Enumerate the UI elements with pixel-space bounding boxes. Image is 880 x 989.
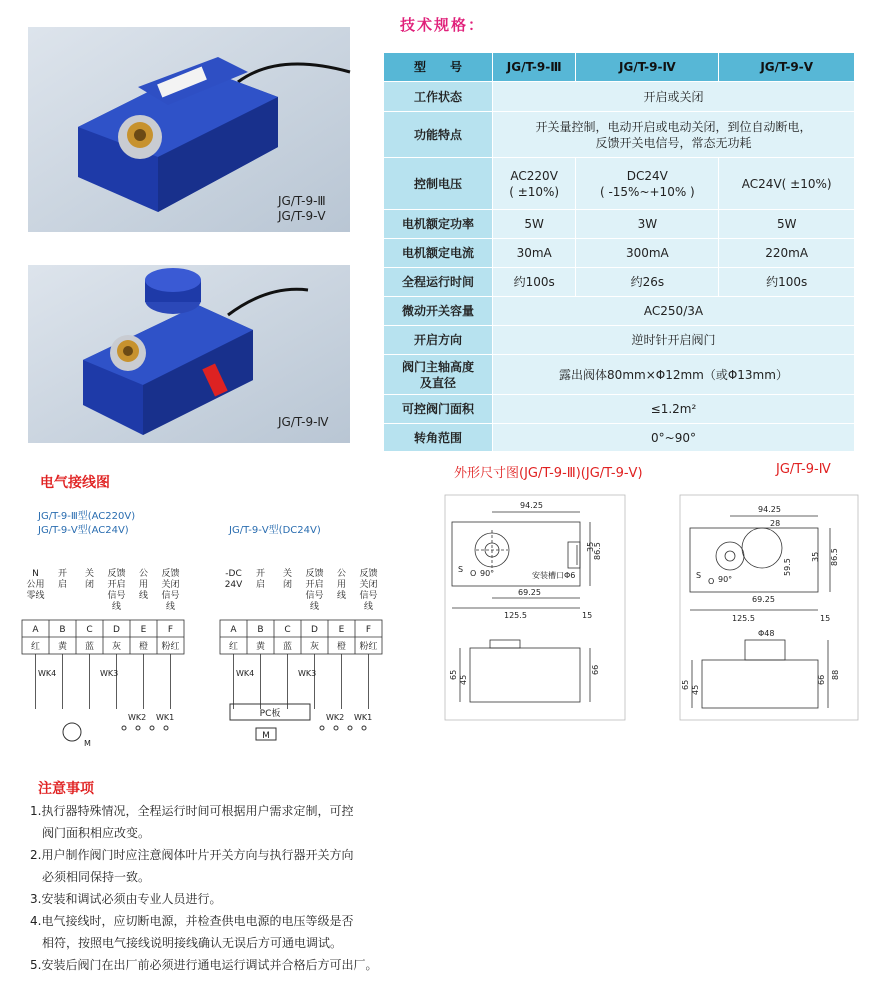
note-4-line-1: 4.电气接线时，应切断电源，并检查供电电源的电压等级是否	[30, 914, 354, 928]
dimL-w1: 94.25	[520, 501, 543, 510]
spec-header-col1: JG/T-9-Ⅲ	[493, 53, 576, 82]
row-value: 逆时针开启阀门	[493, 326, 855, 355]
spec-row-work-state	[384, 82, 855, 112]
wiring-title: 电气接线图	[40, 475, 110, 491]
row-label: 全程运行时间	[384, 268, 493, 297]
wiring-head-1: 开	[57, 569, 68, 579]
row-value: 露出阀体80mm×Φ12mm（或Φ13mm）	[493, 355, 855, 395]
terminal-color: 黄	[57, 642, 68, 652]
row-label	[384, 355, 493, 395]
row-value: 0°~90°	[493, 424, 855, 452]
wiring-head-2: 闭	[84, 580, 95, 590]
terminal-letter: D	[113, 625, 120, 635]
motor-label: M	[84, 739, 91, 748]
spec-header-col3: JG/T-9-Ⅴ	[719, 53, 855, 82]
terminal-color: 红	[30, 642, 41, 652]
spec-row-voltage	[384, 158, 855, 210]
dimL-h66: 66	[591, 664, 600, 675]
dims-title-right: JG/T-9-Ⅳ	[776, 462, 831, 477]
wiring-left-sub-1: JG/T-9-Ⅲ型(AC220V)	[38, 511, 136, 522]
wiring-head-4: 公	[336, 569, 347, 579]
dim-drawing-left	[445, 495, 625, 720]
wiring-head-0: N	[32, 569, 39, 579]
current-col3: 220mA	[719, 239, 855, 268]
power-col3: 5W	[719, 210, 855, 239]
terminal-letter: C	[284, 625, 291, 635]
note-5-line-1: 5.安装后阀门在出厂前必须进行通电运行调试并合格后方可出厂。	[30, 958, 378, 972]
dimL-h45: 45	[459, 674, 468, 685]
power-col1: 5W	[493, 210, 576, 239]
row-label: 控制电压	[384, 158, 493, 210]
spec-row-current	[384, 239, 855, 268]
wiring-left	[22, 567, 184, 748]
dimL-s: S	[458, 565, 464, 574]
notes-title: 注意事项	[38, 781, 94, 797]
wiring-head-3: 开启	[305, 580, 324, 590]
row-label: 功能特点	[384, 112, 493, 158]
runtime-col2: 约26s	[576, 268, 719, 297]
voltage-col2-b: ( -15%~+10% )	[599, 184, 695, 199]
note-2-line-2: 必须相同保持一致。	[42, 870, 151, 884]
wk3-label: WK3	[100, 669, 119, 678]
wiring-head-3: 信号	[107, 591, 126, 601]
terminal-letter: C	[86, 625, 93, 635]
note-4-line-2: 相符，按照电气接线说明接线确认无误后方可通电调试。	[42, 936, 343, 950]
spec-row-angle	[384, 424, 855, 452]
row-value: 开启或关闭	[493, 82, 855, 112]
wiring-head-0: 公用	[26, 580, 45, 590]
voltage-col1	[493, 158, 576, 210]
features-line-1: 开关量控制，电动开启或电动关闭，到位自动断电，	[535, 119, 812, 134]
spec-header-col2: JG/T-9-Ⅳ	[576, 53, 719, 82]
wiring-head-3: 线	[309, 602, 320, 612]
dimR-w2: 69.25	[752, 595, 775, 604]
wiring-diagrams	[20, 540, 400, 748]
dimR-h45: 45	[691, 684, 700, 695]
wk1-label: WK1	[354, 713, 373, 722]
dimL-mount: 安装槽口Φ6	[532, 571, 576, 580]
wiring-head-4: 公	[138, 569, 149, 579]
dimL-angle: 90°	[480, 569, 495, 578]
row-value: AC250/3A	[493, 297, 855, 326]
pc-board-label: PC板	[259, 709, 281, 719]
row-value: ≤1.2m²	[493, 395, 855, 424]
wiring-head-1: 启	[57, 580, 68, 590]
wk4-label: WK4	[38, 669, 57, 678]
dimR-w1: 94.25	[758, 505, 781, 514]
wiring-head-3: 线	[111, 602, 122, 612]
spec-header-row	[384, 53, 855, 82]
terminal-letter: B	[257, 625, 264, 635]
dimL-d15: 15	[582, 611, 593, 620]
wiring-head-5: 线	[363, 602, 374, 612]
dimR-h65: 65	[681, 679, 690, 690]
wiring-head-2: 关	[282, 569, 293, 579]
wiring-head-3: 开启	[107, 580, 126, 590]
terminal-color: 粉红	[161, 642, 180, 652]
row-label: 可控阀门面积	[384, 395, 493, 424]
spec-row-power	[384, 210, 855, 239]
shaft-label-1: 阀门主轴高度	[401, 359, 474, 374]
dimR-h88: 88	[831, 669, 840, 680]
dimR-s: S	[696, 571, 702, 580]
wk3-label: WK3	[298, 669, 317, 678]
wiring-head-1: 启	[255, 580, 266, 590]
terminal-color: 黄	[255, 642, 266, 652]
dimR-angle: 90°	[718, 575, 733, 584]
motor-symbol	[63, 723, 81, 741]
spec-row-features	[384, 112, 855, 158]
terminal-color: 灰	[309, 642, 320, 652]
wiring-head-4: 线	[138, 591, 149, 601]
current-col1: 30mA	[493, 239, 576, 268]
wiring-head-2: 闭	[282, 580, 293, 590]
wiring-head-5: 信号	[161, 591, 180, 601]
spec-row-shaft	[384, 355, 855, 395]
terminal-letter: F	[365, 625, 372, 635]
notes-list	[30, 800, 377, 976]
row-label: 工作状态	[384, 82, 493, 112]
features-line-2: 反馈开关电信号，常态无功耗	[595, 135, 752, 150]
spec-row-switch-capacity	[384, 297, 855, 326]
dimL-h65: 65	[449, 669, 458, 680]
dimL-h35: 35	[586, 541, 595, 552]
wiring-head-4: 用	[138, 580, 149, 590]
spec-header-model: 型 号	[384, 53, 493, 82]
terminal-letter: E	[338, 625, 345, 635]
wiring-head-3: 反馈	[107, 569, 126, 579]
wiring-right	[220, 567, 382, 741]
terminal-letter: A	[32, 625, 39, 635]
wiring-head-5: 线	[165, 602, 176, 612]
row-label: 电机额定电流	[384, 239, 493, 268]
wiring-head-0: 24V	[224, 580, 243, 590]
spec-title: 技术规格：	[400, 16, 486, 34]
wiring-head-5: 关闭	[161, 580, 180, 590]
row-label: 开启方向	[384, 326, 493, 355]
row-label: 转角范围	[384, 424, 493, 452]
terminal-color: 橙	[336, 642, 347, 652]
terminal-letter: E	[140, 625, 147, 635]
wiring-head-5: 反馈	[359, 569, 378, 579]
note-1-line-1: 1.执行器特殊情况，全程运行时间可根据用户需求定制，可控	[30, 804, 354, 818]
dimR-h35: 35	[811, 551, 820, 562]
spec-row-valve-area	[384, 395, 855, 424]
shaft-label-2: 及直径	[419, 375, 456, 390]
terminal-color: 蓝	[282, 642, 293, 652]
spec-table	[383, 52, 855, 452]
terminal-letter: B	[59, 625, 66, 635]
terminal-color: 橙	[138, 642, 149, 652]
dimL-w3: 125.5	[504, 611, 527, 620]
note-2-line-1: 2.用户制作阀门时应注意阀体叶片开关方向与执行器开关方向	[30, 848, 354, 862]
wiring-head-3: 反馈	[305, 569, 324, 579]
dim-drawing-right	[680, 495, 858, 720]
photo1-model-label-1: JG/T-9-Ⅲ	[278, 194, 326, 208]
wiring-head-4: 用	[336, 580, 347, 590]
row-label: 电机额定功率	[384, 210, 493, 239]
wiring-head-5: 信号	[359, 591, 378, 601]
wiring-right-sub: JG/T-9-Ⅴ型(DC24V)	[229, 525, 321, 536]
dimL-o: O	[470, 569, 477, 578]
note-1-line-2: 阀门面积相应改变。	[42, 826, 151, 840]
motor-label: M	[262, 731, 270, 741]
wiring-head-1: 开	[255, 569, 266, 579]
terminal-color: 灰	[111, 642, 122, 652]
wiring-head-2: 关	[84, 569, 95, 579]
dimension-drawings	[440, 490, 870, 725]
wk2-label: WK2	[326, 713, 345, 722]
photo1-model-label-2: JG/T-9-Ⅴ	[278, 209, 326, 223]
dimR-d15: 15	[820, 614, 831, 623]
spec-row-runtime	[384, 268, 855, 297]
wiring-head-5: 关闭	[359, 580, 378, 590]
runtime-col3: 约100s	[719, 268, 855, 297]
terminal-color: 粉红	[359, 642, 378, 652]
dimR-w3: 125.5	[732, 614, 755, 623]
wk1-label: WK1	[156, 713, 175, 722]
voltage-col2-a: DC24V	[626, 168, 668, 183]
wk4-label: WK4	[236, 669, 255, 678]
spec-row-open-direction	[384, 326, 855, 355]
photo2-model-label: JG/T-9-Ⅳ	[278, 415, 329, 429]
wiring-head-0: 零线	[26, 591, 45, 601]
terminal-letter: D	[311, 625, 318, 635]
voltage-col3: AC24V( ±10%)	[719, 158, 855, 210]
voltage-col1-a: AC220V	[510, 168, 558, 183]
wiring-head-3: 信号	[305, 591, 324, 601]
row-label: 微动开关容量	[384, 297, 493, 326]
wiring-head-5: 反馈	[161, 569, 180, 579]
terminal-color: 红	[228, 642, 239, 652]
runtime-col1: 约100s	[493, 268, 576, 297]
voltage-col1-b: ( ±10%)	[509, 184, 560, 199]
power-col2: 3W	[576, 210, 719, 239]
dimR-h595: 59.5	[783, 558, 792, 576]
terminal-color: 蓝	[84, 642, 95, 652]
wiring-head-0: -DC	[225, 569, 242, 579]
current-col2: 300mA	[576, 239, 719, 268]
dimR-o: O	[708, 577, 715, 586]
dimR-h66: 66	[817, 674, 826, 685]
dimL-w2: 69.25	[518, 588, 541, 597]
wk2-label: WK2	[128, 713, 147, 722]
dimL-h865: 86.5	[593, 542, 602, 560]
terminal-letter: F	[167, 625, 174, 635]
note-3-line-1: 3.安装和调试必须由专业人员进行。	[30, 892, 222, 906]
wiring-left-sub-2: JG/T-9-Ⅴ型(AC24V)	[38, 525, 129, 536]
row-value	[493, 112, 855, 158]
dimR-h865: 86.5	[830, 548, 839, 566]
dimR-phi48: Φ48	[758, 629, 775, 638]
dimR-w28: 28	[770, 519, 781, 528]
wiring-head-4: 线	[336, 591, 347, 601]
dims-title-left: 外形尺寸图(JG/T-9-Ⅲ)(JG/T-9-Ⅴ)	[454, 466, 643, 481]
voltage-col2	[576, 158, 719, 210]
terminal-letter: A	[230, 625, 237, 635]
